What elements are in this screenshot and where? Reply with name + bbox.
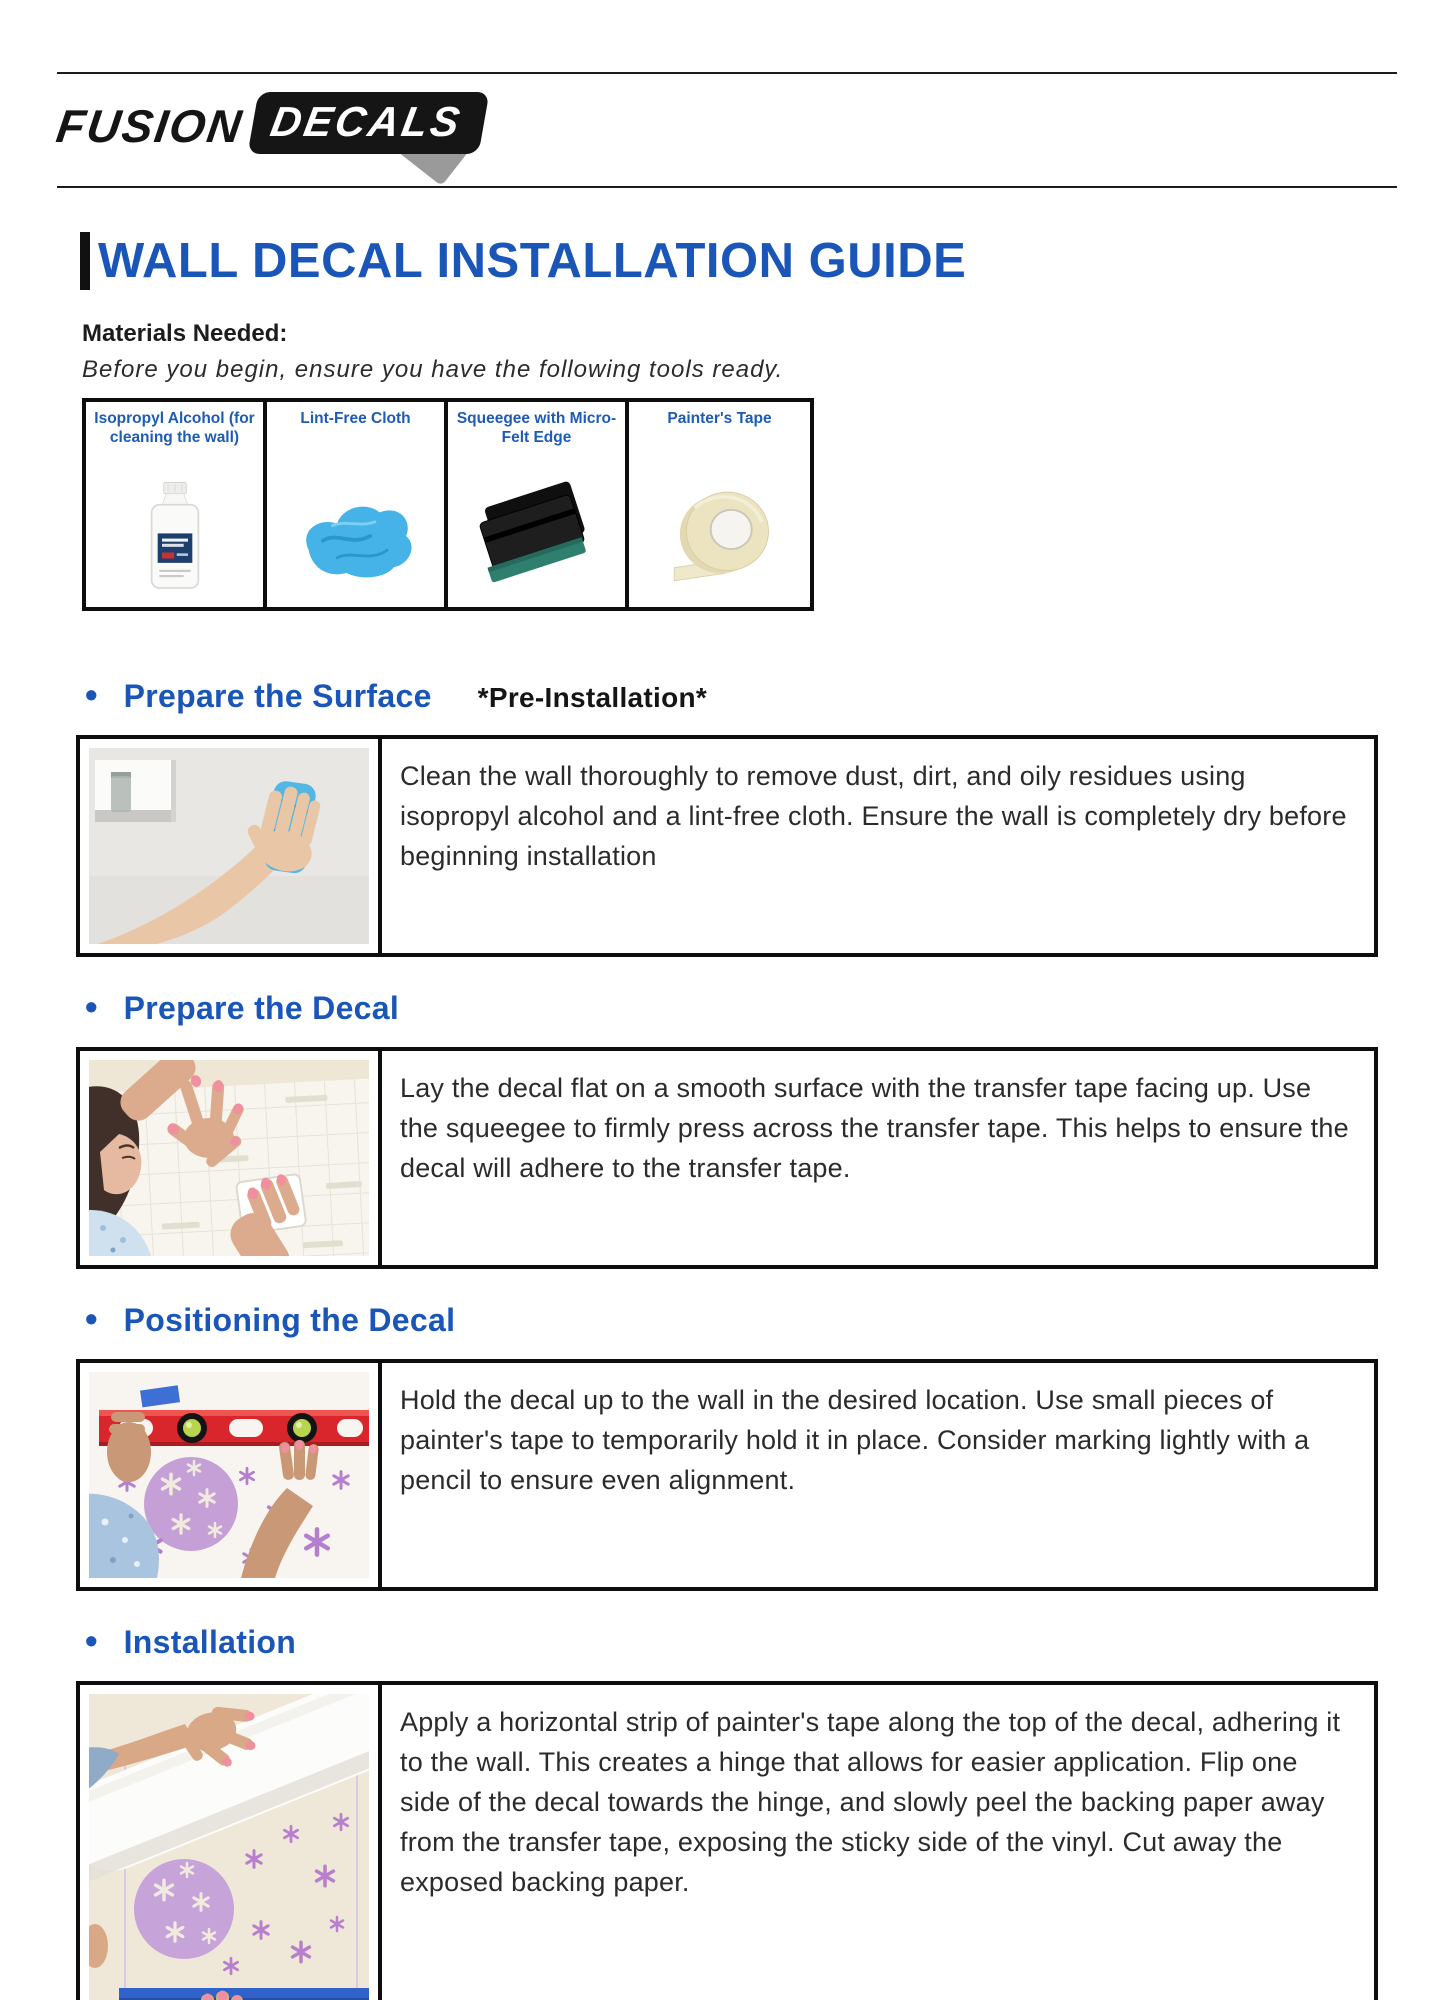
- top-divider: [57, 72, 1397, 74]
- material-cell-cloth: [267, 402, 448, 607]
- squeegee-decal-photo: [80, 1051, 382, 1265]
- title-accent-bar: [80, 232, 90, 290]
- section-title: Prepare the Surface: [123, 678, 432, 714]
- logo-decals-text: DECALS: [247, 92, 489, 154]
- logo-bottom-divider: [57, 186, 1397, 188]
- bullet-icon: •: [85, 674, 98, 715]
- section-heading-prepare-surface: [85, 674, 1454, 715]
- section-heading-installation: [85, 1620, 1454, 1661]
- cleaning-wall-photo: [80, 739, 382, 953]
- level-positioning-photo: [80, 1363, 382, 1587]
- material-label: Lint-Free Cloth: [300, 410, 411, 427]
- bullet-icon: •: [85, 1298, 98, 1339]
- squeegee-with-felt-edge-icon: [448, 464, 625, 607]
- material-label: Squeegee with Micro-Felt Edge: [456, 410, 617, 446]
- logo-fusion-text: FUSION: [53, 100, 247, 152]
- material-label: Painter's Tape: [667, 410, 772, 427]
- section-heading-prepare-decal: [85, 986, 1454, 1027]
- section-table-positioning: [76, 1359, 1378, 1591]
- section-table-prepare-surface: [76, 735, 1378, 957]
- section-table-installation: [76, 1681, 1378, 2000]
- logo-decals-badge: [253, 92, 484, 154]
- title-row: [80, 232, 1454, 290]
- section-body-text: Hold the decal up to the wall in the desired location. Use small pieces of painter's tape to temporarily hold it in place. Consider marking lightly with a pencil to ensure even alignment.: [400, 1385, 1310, 1495]
- isopropyl-alcohol-bottle-icon: [86, 464, 263, 607]
- materials-table: [82, 398, 814, 611]
- section-table-prepare-decal: [76, 1047, 1378, 1269]
- painters-tape-roll-icon: [629, 464, 810, 607]
- lint-free-cloth-icon: [267, 464, 444, 607]
- bullet-icon: •: [85, 986, 98, 1027]
- material-cell-isopropyl: [86, 402, 267, 607]
- fusion-decals-logo: [53, 86, 1454, 172]
- pre-installation-note: *Pre-Installation*: [477, 682, 708, 713]
- material-cell-tape: [629, 402, 810, 607]
- section-body-text: Apply a horizontal strip of painter's tape along the top of the decal, adhering it to the wall. This creates a hinge that allows for easier application. Flip one side of the decal towards the hinge, and slowly peel the backing paper away from the transfer tape, exposing the sticky side of the vinyl. Cut away the exposed backing paper.: [400, 1707, 1341, 1897]
- section-title: Positioning the Decal: [123, 1302, 456, 1338]
- section-heading-positioning: [85, 1298, 1454, 1339]
- bullet-icon: •: [85, 1620, 98, 1661]
- materials-heading: Materials Needed:: [82, 320, 288, 347]
- material-label: Isopropyl Alcohol (for cleaning the wall): [94, 410, 255, 446]
- section-title: Prepare the Decal: [123, 990, 400, 1026]
- page-title: WALL DECAL INSTALLATION GUIDE: [98, 234, 967, 288]
- peel-backing-photo: [80, 1685, 382, 2000]
- section-body-text: Clean the wall thoroughly to remove dust, dirt, and oily residues using isopropyl alcohol and a lint-free cloth. Ensure the wall is completely dry before beginning installation: [400, 761, 1347, 871]
- section-body-text: Lay the decal flat on a smooth surface with the transfer tape facing up. Use the squeegee to firmly press across the transfer tape. This helps to ensure the decal will adhere to the transfer tape.: [400, 1073, 1349, 1183]
- material-cell-squeegee: [448, 402, 629, 607]
- materials-subheading: Before you begin, ensure you have the following tools ready.: [82, 356, 784, 383]
- section-title: Installation: [123, 1624, 297, 1660]
